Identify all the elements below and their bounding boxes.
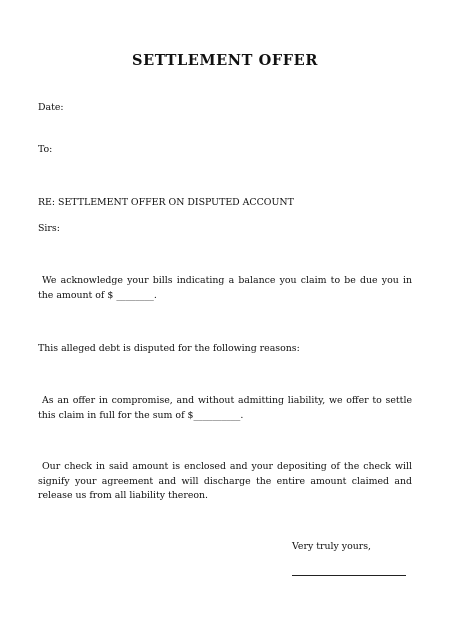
document-title: SETTLEMENT OFFER <box>132 52 318 69</box>
paragraph-balance: We acknowledge your bills indicating a balance you claim to be due you in the amount of $ ________. <box>38 275 412 301</box>
to-label: To: <box>38 144 53 155</box>
signature-line <box>292 575 406 576</box>
re-line: RE: SETTLEMENT OFFER ON DISPUTED ACCOUNT <box>38 197 294 208</box>
date-label: Date: <box>38 102 64 113</box>
paragraph-dispute-reasons: This alleged debt is disputed for the following reasons: <box>38 343 300 354</box>
paragraph-offer: As an offer in compromise, and without admitting liability, we offer to settle this claim in full for the sum of $__________. <box>38 395 412 421</box>
salutation: Sirs: <box>38 223 60 234</box>
closing-text: Very truly yours, <box>292 541 372 552</box>
paragraph-check-enclosed: Our check in said amount is enclosed and your depositing of the check will signify your agreement and will discharge the entire amount claimed and release us from all liability thereon. <box>38 461 412 501</box>
